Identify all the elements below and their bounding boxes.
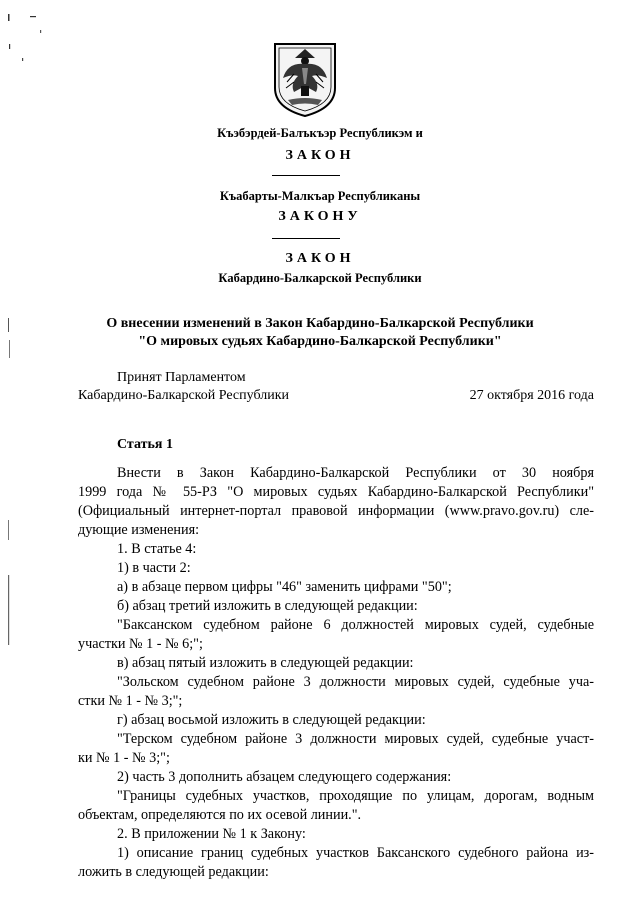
body-line: 1. В статье 4: <box>117 541 197 557</box>
body-line: дующие изменения: <box>78 522 200 538</box>
body-line: 1) описание границ судебных участков Баксанского судебного района из- <box>117 845 594 861</box>
body-line: "Терском судебном районе 3 должности мировых судей, судебные участ- <box>117 731 594 747</box>
body-line: 1) в части 2: <box>117 560 191 576</box>
parliament-name: Кабардино-Балкарской Республики <box>78 388 289 403</box>
kabardian-republic-line: Къэбэрдей-Балъкъэр Республикэм и <box>217 126 423 140</box>
kabardian-law-title: ЗАКОН <box>285 148 355 163</box>
body-line: Внести в Закон Кабардино-Балкарской Республики от 30 ноября <box>117 465 594 481</box>
russian-law-title: ЗАКОН <box>285 251 355 266</box>
header-divider <box>272 175 340 176</box>
body-line: в) абзац пятый изложить в следующей редакции: <box>117 655 414 671</box>
balkar-republic-line: Къабарты-Малкъар Республиканы <box>219 189 421 203</box>
balkar-law-title: ЗАКОНУ <box>278 209 362 224</box>
body-line: 1999 года № 55-РЗ "О мировых судьях Кабардино-Балкарской Республики" <box>78 484 594 500</box>
document-title-line-2: "О мировых судьях Кабардино-Балкарской Республики" <box>138 334 502 349</box>
body-line: объектам, определяются по их осевой линии.". <box>78 807 362 823</box>
body-line: "Баксанском судебном районе 6 должностей мировых судей, судебные <box>117 617 594 633</box>
coat-of-arms-emblem <box>272 38 338 118</box>
body-line: участки № 1 - № 6;"; <box>78 636 203 652</box>
body-line: 2. В приложении № 1 к Закону: <box>117 826 306 842</box>
article-body <box>78 464 594 882</box>
body-line: "Границы судебных участков, проходящие по улицам, дорогам, водным <box>117 788 594 804</box>
body-line: "Зольском судебном районе 3 должности мировых судей, судебные уча- <box>117 674 594 690</box>
header-divider <box>272 238 340 239</box>
body-line: стки № 1 - № 3;"; <box>78 693 183 709</box>
russian-republic-line: Кабардино-Балкарской Республики <box>218 271 422 285</box>
body-line: г) абзац восьмой изложить в следующей редакции: <box>117 712 426 728</box>
adopted-by: Принят Парламентом <box>117 370 246 385</box>
body-line: ложить в следующей редакции: <box>78 864 269 880</box>
body-line: ки № 1 - № 3;"; <box>78 750 170 766</box>
document-title-line-1: О внесении изменений в Закон Кабардино-Балкарской Республики <box>106 316 534 331</box>
body-line: а) в абзаце первом цифры "46" заменить цифрами "50"; <box>117 579 452 595</box>
adoption-date: 27 октября 2016 года <box>469 388 594 403</box>
body-line: 2) часть 3 дополнить абзацем следующего содержания: <box>117 769 452 785</box>
body-line: (Официальный интернет-портал правовой информации (www.pravo.gov.ru) сле- <box>78 503 594 519</box>
article-heading: Статья 1 <box>117 437 173 452</box>
body-line: б) абзац третий изложить в следующей редакции: <box>117 598 418 614</box>
